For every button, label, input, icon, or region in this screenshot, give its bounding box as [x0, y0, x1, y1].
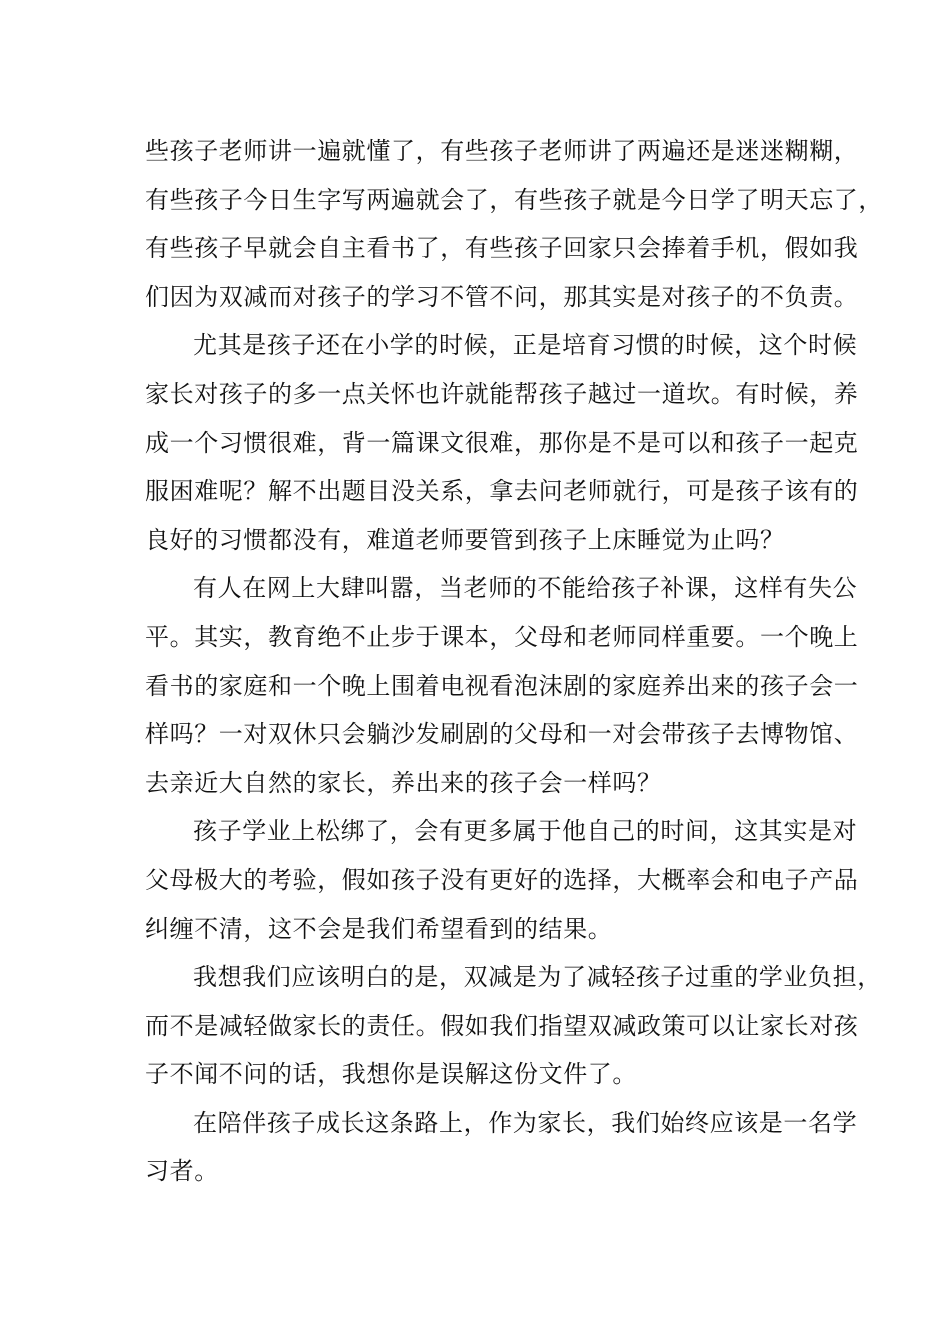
paragraph-start-line: 我想我们应该明白的是，双减是为了减轻孩子过重的学业负担， — [193, 963, 882, 992]
paragraph-start-line: 有人在网上大肆叫嚣，当老师的不能给孩子补课，这样有失公 — [193, 574, 858, 603]
paragraph-start-line: 尤其是孩子还在小学的时候，正是培育习惯的时候，这个时候 — [193, 331, 858, 360]
text-line: 成一个习惯很难，背一篇课文很难，那你是不是可以和孩子一起克 — [145, 428, 859, 457]
text-line: 子不闻不问的话，我想你是误解这份文件了。 — [145, 1060, 637, 1089]
text-line: 服困难呢？解不出题目没关系，拿去问老师就行，可是孩子该有的 — [145, 477, 859, 506]
text-line: 们因为双减而对孩子的学习不管不问，那其实是对孩子的不负责。 — [145, 282, 859, 311]
text-line: 有些孩子今日生字写两遍就会了，有些孩子就是今日学了明天忘了， — [145, 185, 883, 214]
text-line: 看书的家庭和一个晚上围着电视看泡沫剧的家庭养出来的孩子会一 — [145, 671, 859, 700]
paragraph-start-line: 在陪伴孩子成长这条路上，作为家长，我们始终应该是一名学 — [193, 1108, 858, 1137]
text-line: 习者。 — [145, 1157, 219, 1186]
text-line: 平。其实，教育绝不止步于课本，父母和老师同样重要。一个晚上 — [145, 622, 859, 651]
text-line: 家长对孩子的多一点关怀也许就能帮孩子越过一道坎。有时候，养 — [145, 379, 859, 408]
text-line: 而不是减轻做家长的责任。假如我们指望双减政策可以让家长对孩 — [145, 1011, 859, 1040]
text-line: 些孩子老师讲一遍就懂了，有些孩子老师讲了两遍还是迷迷糊糊， — [145, 137, 859, 165]
paragraph-start-line: 孩子学业上松绑了，会有更多属于他自己的时间，这其实是对 — [193, 817, 858, 846]
body-text — [145, 127, 883, 1196]
text-line: 良好的习惯都没有，难道老师要管到孩子上床睡觉为止吗？ — [145, 525, 785, 554]
text-line: 纠缠不清，这不会是我们希望看到的结果。 — [145, 914, 613, 943]
text-line: 样吗？一对双休只会躺沙发刷剧的父母和一对会带孩子去博物馆、 — [145, 720, 859, 749]
text-line: 去亲近大自然的家长，养出来的孩子会一样吗？ — [145, 768, 662, 797]
text-line: 有些孩子早就会自主看书了，有些孩子回家只会捧着手机，假如我 — [145, 234, 859, 263]
text-line: 父母极大的考验，假如孩子没有更好的选择，大概率会和电子产品 — [145, 865, 859, 894]
